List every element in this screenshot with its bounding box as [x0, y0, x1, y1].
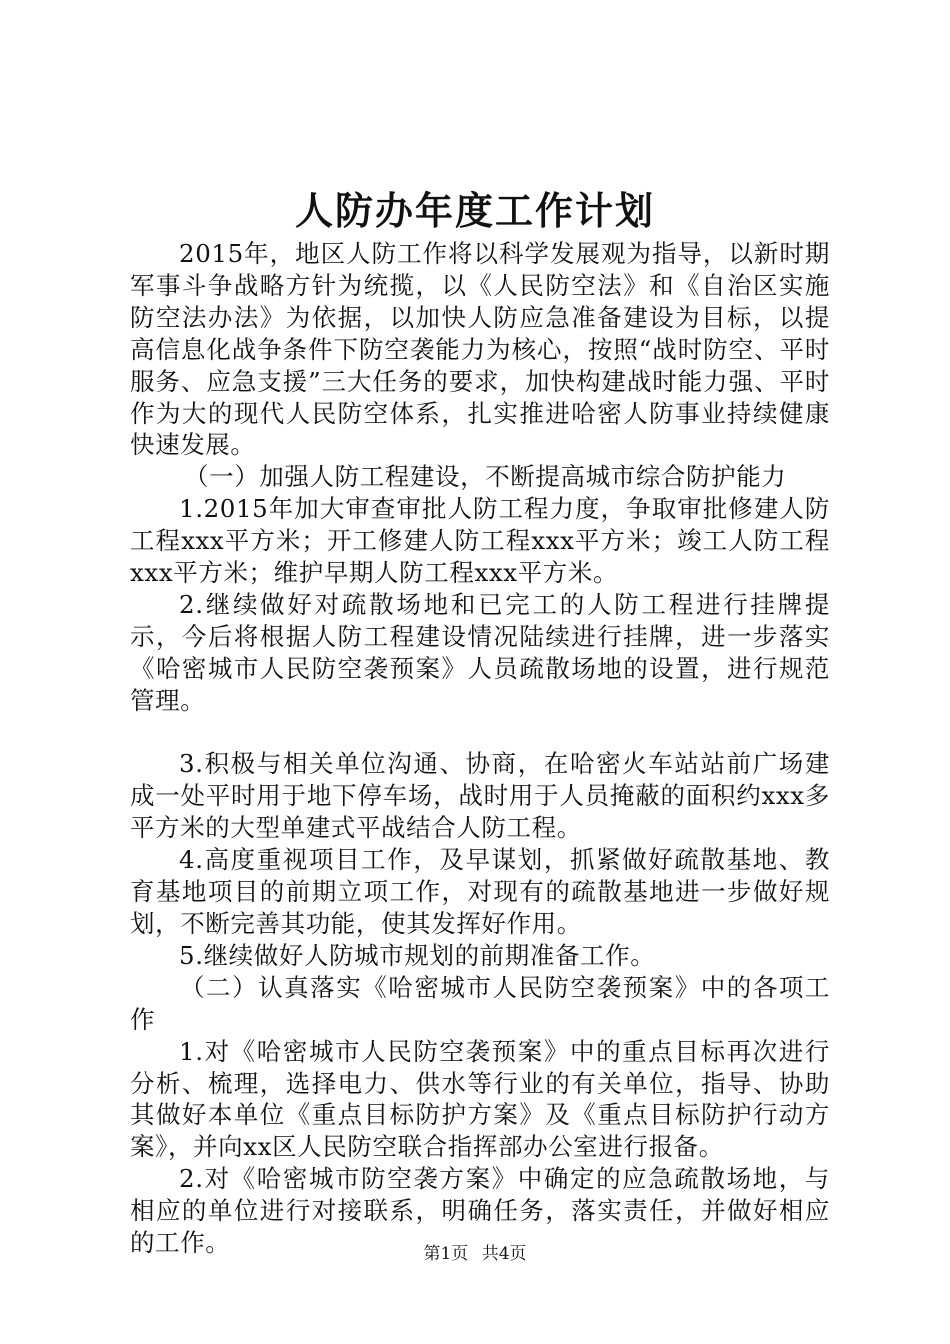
list-item: 4.高度重视项目工作，及早谋划，抓紧做好疏散基地、教育基地项目的前期立项工作，对现有的疏散基地进一步做好规划，不断完善其功能，使其发挥好作用。: [130, 845, 830, 939]
document-title: 人防办年度工作计划: [294, 188, 655, 233]
document-body: [130, 238, 830, 1259]
list-item: 1.对《哈密城市人民防空袭预案》中的重点目标再次进行分析、梳理，选择电力、供水等行业的有关单位，指导、协助其做好本单位《重点目标防护方案》及《重点目标防护行动方案》，并向xx区人民防空联合指挥部办公室进行报备。: [130, 1036, 830, 1162]
section-heading-1: （一）加强人防工程建设，不断提高城市综合防护能力: [184, 462, 787, 492]
page-number: 第1页: [423, 1244, 469, 1264]
page-footer: [0, 1243, 950, 1265]
list-item: 5.继续做好人防城市规划的前期准备工作。: [179, 940, 656, 970]
list-item: 3.积极与相关单位沟通、协商，在哈密火车站站前广场建成一处平时用于地下停车场，战时用于人员掩蔽的面积约xxx多平方米的大型单建式平战结合人防工程。: [130, 749, 830, 843]
paragraph-intro: 2015年，地区人防工作将以科学发展观为指导，以新时期军事斗争战略方针为统揽，以《人民防空法》和《自治区实施防空法办法》为依据，以加快人防应急准备建设为目标，以提高信息化战争条件下防空袭能力为核心，按照“战时防空、平时服务、应急支援”三大任务的要求，加快构建战时能力强、平时作为大的现代人民防空体系，扎实推进哈密人防事业持续健康快速发展。: [130, 239, 830, 460]
list-item: 2.继续做好对疏散场地和已完工的人防工程进行挂牌提示，今后将根据人防工程建设情况陆续进行挂牌，进一步落实《哈密城市人民防空袭预案》人员疏散场地的设置，进行规范管理。: [130, 589, 830, 715]
section-heading-2: （二）认真落实《哈密城市人民防空袭预案》中的各项工作: [130, 972, 830, 1034]
list-item: 1.2015年加大审查审批人防工程力度，争取审批修建人防工程xxx平方米；开工修建人防工程xxx平方米；竣工人防工程xxx平方米；维护早期人防工程xxx平方米。: [130, 494, 830, 588]
list-item: 2.对《哈密城市防空袭方案》中确定的应急疏散场地，与相应的单位进行对接联系，明确任务，落实责任，并做好相应的工作。: [130, 1164, 830, 1258]
page-total: 共4页: [481, 1244, 527, 1264]
